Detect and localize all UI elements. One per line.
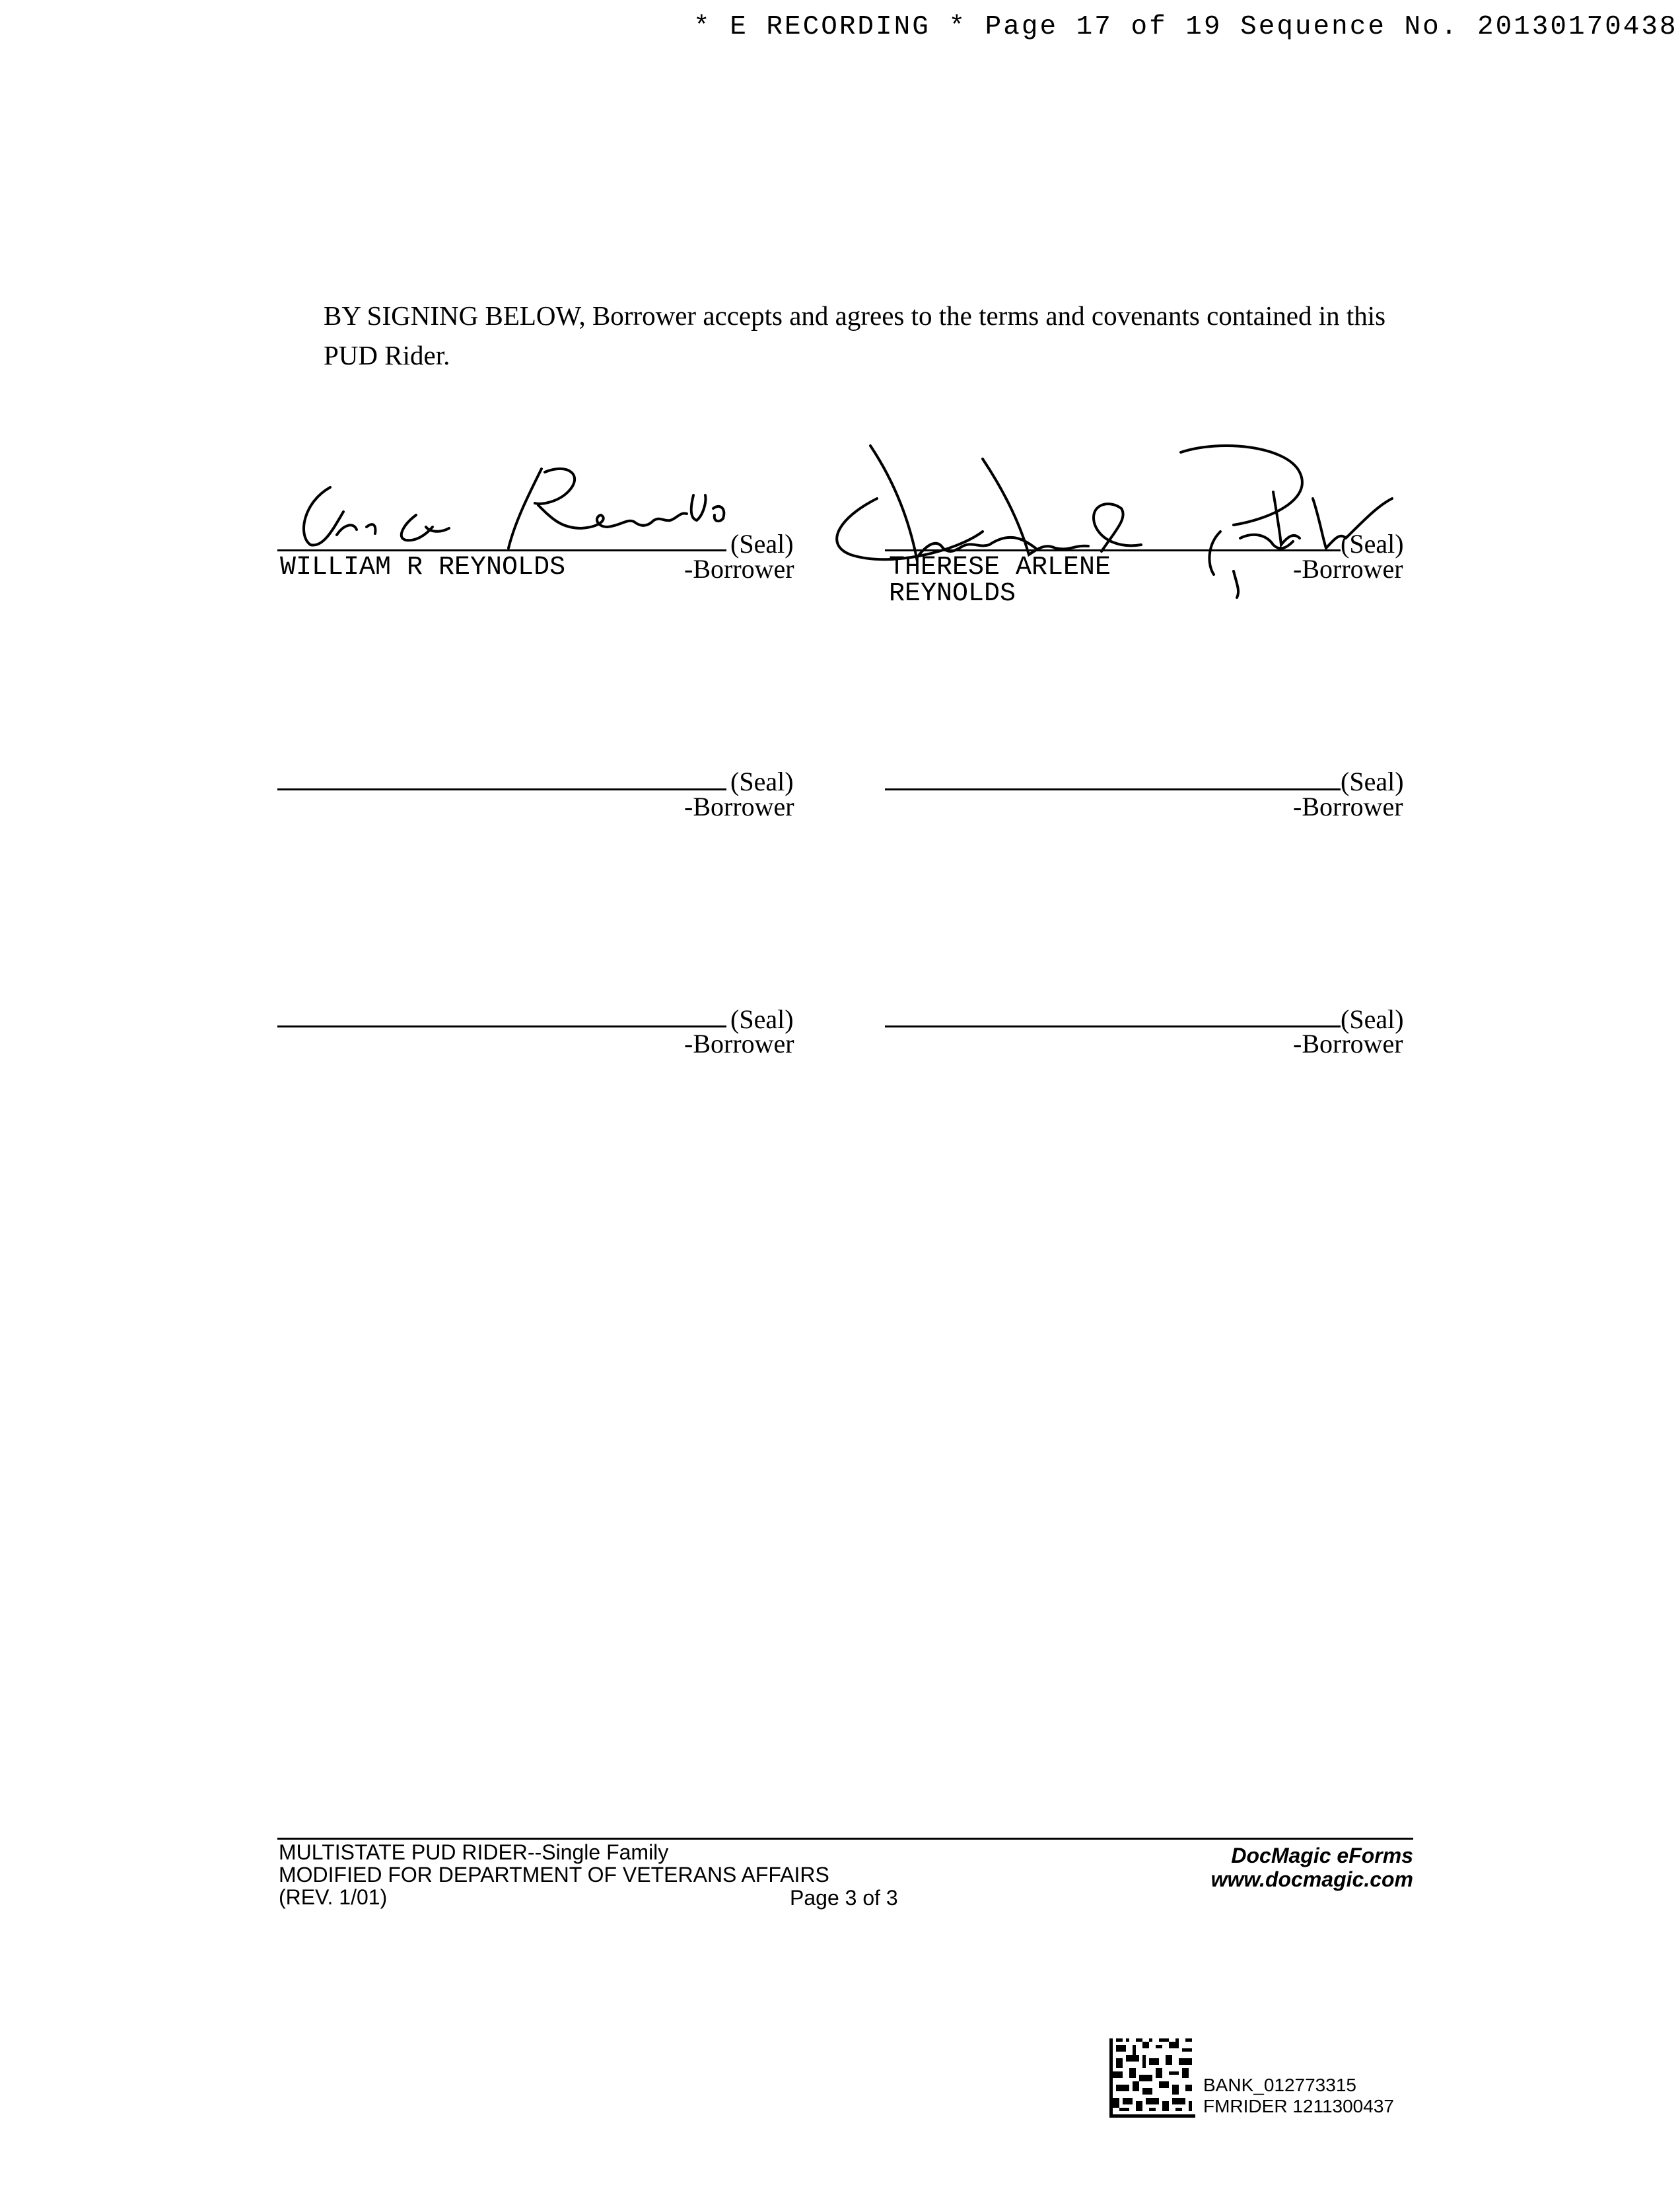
docmagic-logo: DocMagic eForms: [1231, 1844, 1413, 1867]
intro-text: BY SIGNING BELOW, Borrower accepts and agrees to the terms and covenants contained in this PUD Rider.: [324, 300, 1386, 370]
seal-label-1: (Seal): [730, 529, 794, 559]
borrower-role-5: -Borrower: [684, 1029, 794, 1059]
form-identifier: [279, 1841, 829, 1908]
seal-label-2: (Seal): [1341, 529, 1404, 559]
borrower-role-1: -Borrower: [684, 554, 794, 584]
borrower-name-2-line1: THERESE ARLENE: [889, 553, 1111, 582]
seal-label-6: (Seal): [1341, 1004, 1404, 1034]
signature-line-5: [277, 1025, 726, 1027]
signature-william: [291, 456, 740, 555]
borrower-role-4: -Borrower: [1293, 792, 1403, 821]
signature-line-2: [885, 549, 1341, 551]
seal-label-4: (Seal): [1341, 767, 1404, 796]
form-subtitle: MODIFIED FOR DEPARTMENT OF VETERANS AFFAIRS: [279, 1863, 829, 1887]
borrower-role-6: -Borrower: [1293, 1029, 1403, 1059]
signature-line-4: [885, 788, 1341, 790]
form-revision: (REV. 1/01): [279, 1885, 388, 1909]
barcode-form-id: FMRIDER 1211300437: [1203, 2096, 1394, 2116]
barcode-loan-id: BANK_012773315: [1203, 2075, 1356, 2095]
barcode-label: [1203, 2075, 1394, 2118]
footer-rule: [277, 1838, 1413, 1840]
borrower-role-3: -Borrower: [684, 792, 794, 821]
barcode-icon: [1109, 2038, 1195, 2118]
borrower-name-1: WILLIAM R REYNOLDS: [280, 553, 566, 582]
docmagic-url: www.docmagic.com: [1210, 1867, 1413, 1891]
intro-paragraph: [277, 296, 1413, 375]
page-number: Page 3 of 3: [790, 1886, 898, 1910]
signature-line-1: [277, 549, 726, 551]
borrower-role-2: -Borrower: [1293, 554, 1403, 584]
seal-label-3: (Seal): [730, 767, 794, 796]
form-title: MULTISTATE PUD RIDER--Single Family: [279, 1840, 669, 1864]
seal-label-5: (Seal): [730, 1004, 794, 1034]
signature-line-3: [277, 788, 726, 790]
borrower-name-2-line2: REYNOLDS: [889, 579, 1016, 609]
signature-line-6: [885, 1025, 1341, 1027]
docmagic-branding: [1202, 1844, 1413, 1891]
recording-stamp: * E RECORDING * Page 17 of 19 Sequence No. 20130170438: [693, 12, 1678, 42]
